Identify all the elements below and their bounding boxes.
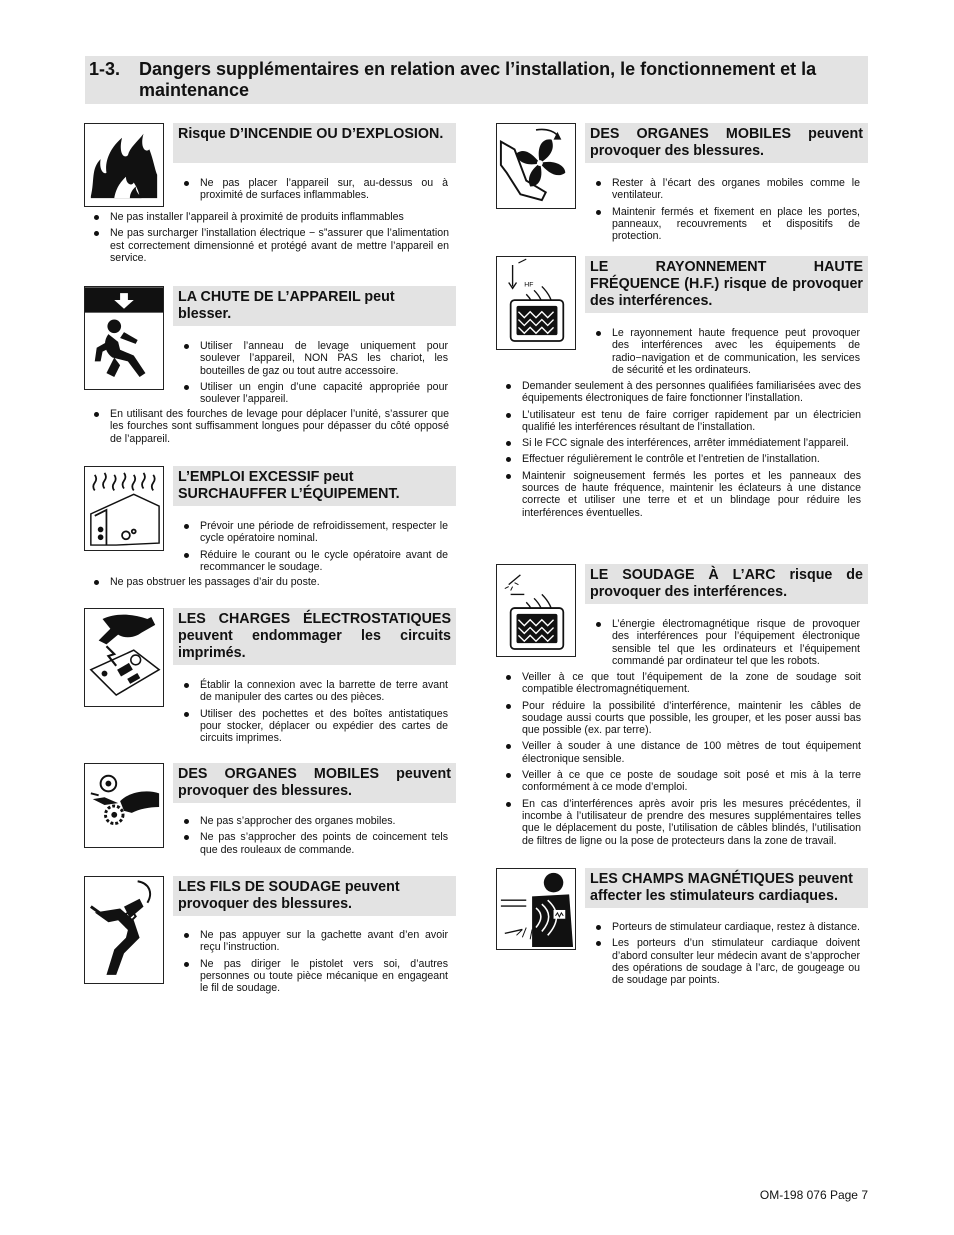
list-item: Ne pas appuyer sur la gachette avant d’en avoir reçu l’instruction.	[200, 929, 448, 954]
list-item: Veiller à ce que ce poste de soudage soit posé et mis à la terre conformément à ce mode d’emploi.	[522, 769, 861, 794]
hazard-heading: LES CHAMPS MAGNÉTIQUES peuvent affecter les stimulateurs cardiaques.	[585, 868, 868, 908]
hazard-heading: LES CHARGES ÉLECTROSTATIQUES peuvent endommager les circuits imprimés.	[173, 608, 456, 665]
hf-radiation-icon	[496, 256, 576, 350]
inner-list	[612, 327, 860, 380]
hf-label: HF	[524, 281, 534, 289]
list-item: Veiller à ce que tout l’équipement de la zone de soudage soit compatible électromagnétiquement.	[522, 671, 861, 696]
list-item: Utiliser un engin d’une capacité appropriée pour soulever l’appareil.	[200, 380, 448, 406]
list-item: Le rayonnement haute frequence peut provoquer des interférences avec les équipements de radio−navigation et de communication, les services de sécurité et les ordinateurs.	[612, 327, 860, 376]
list-item: Ne pas installer l’appareil à proximité de produits inflammables	[110, 211, 449, 223]
inner-list	[612, 177, 860, 246]
list-item: Utiliser l’anneau de levage uniquement pour soulever l’appareil, NON PAS les chariot, les bouteilles de gaz ou tout autre accessoire.	[200, 340, 448, 377]
hazard-heading: LE RAYONNEMENT HAUTE FRÉQUENCE (H.F.) risque de provoquer des interférences.	[585, 256, 868, 313]
inner-list	[612, 618, 860, 671]
outer-list	[110, 211, 449, 268]
hazard-heading: L’EMPLOI EXCESSIF peut SURCHAUFFER L’ÉQUIPEMENT.	[173, 466, 456, 506]
list-item: Porteurs de stimulateur cardiaque, restez à distance.	[612, 921, 860, 933]
overheating-icon	[84, 466, 164, 551]
list-item: Les porteurs d’un stimulateur cardiaque doivent d’abord consulter leur médecin avant de s’approcher des opérations de soudage à l’arc, de gougeage ou de soudage par points.	[612, 937, 860, 987]
list-item: Ne pas s’approcher des organes mobiles.	[200, 815, 448, 827]
falling-equipment-icon	[84, 286, 164, 390]
list-item: Utiliser des pochettes et des boîtes antistatiques pour stocker, déplacer ou expédier des cartes de circuits imprimes.	[200, 707, 448, 745]
outer-list	[110, 576, 449, 592]
inner-list	[200, 929, 448, 998]
list-item: Ne pas s’approcher des points de coincement tels que des rouleaux de commande.	[200, 831, 448, 856]
list-item: Veiller à souder à une distance de 100 mètres de tout équipement électronique sensible.	[522, 740, 861, 765]
outer-list	[522, 380, 861, 523]
list-item: Réduire le courant ou le cycle opératoire avant de recommancer le soudage.	[200, 548, 448, 573]
hazard-heading: LES FILS DE SOUDAGE peuvent provoquer des blessures.	[173, 876, 456, 916]
list-item: Ne pas obstruer les passages d’air du poste.	[110, 576, 449, 588]
list-item: Prévoir une période de refroidissement, respecter le cycle opératoire nominal.	[200, 520, 448, 545]
hazard-heading: LE SOUDAGE À L’ARC risque de provoquer des interférences.	[585, 564, 868, 604]
welding-wire-icon	[84, 876, 164, 984]
section-title-bar	[85, 56, 868, 104]
inner-list	[200, 340, 448, 409]
inner-list	[200, 177, 448, 206]
list-item: Pour réduire la possibilité d’interférence, maintenir les câbles de soudage aussi courts que possible, les grouper, et les poser aussi bas que possible (ex. par terre).	[522, 699, 861, 737]
list-item: Maintenir soigneusement fermés les portes et les panneaux des sources de haute fréquence, maintenir les éclateurs à une distance correcte et utiliser une terre et et un blindage pour réduire les interférences éventuelles.	[522, 469, 861, 519]
inner-list	[200, 520, 448, 577]
list-item: Ne pas surcharger l’installation électrique − s”assurer que l’alimentation est correctement dimensionné et protégé avant de mettre l’appareil en service.	[110, 227, 449, 264]
list-item: En cas d’interférences après avoir pris les mesures précédentes, il incombe à l’utilisateur de prendre des mesures supplémentaires telles que le déplacement du poste, l’utilisation de câbles blindés, l’utilisation de filtres de ligne ou la pose de protecteurs dans la zone de travail.	[522, 797, 861, 847]
list-item: Ne pas placer l’appareil sur, au-dessus ou à proximité de surfaces inflammables.	[200, 177, 448, 202]
inner-list	[200, 679, 448, 748]
section-title: Dangers supplémentaires en relation avec l’installation, le fonctionnement et la maintenance	[139, 59, 817, 100]
hazard-heading: DES ORGANES MOBILES peuvent provoquer des blessures.	[173, 763, 456, 803]
hazard-heading: LA CHUTE DE L’APPAREIL peut blesser.	[173, 286, 456, 326]
hazard-heading: Risque D’INCENDIE OU D’EXPLOSION.	[173, 123, 456, 163]
list-item: En utilisant des fourches de levage pour déplacer l’unité, s’assurer que les fourches sont suffisamment longues pour dépasser du côté opposé de l’appareil.	[110, 408, 449, 445]
list-item: Maintenir fermés et fixement en place les portes, panneaux, recouvrements et dispositifs de protection.	[612, 205, 860, 243]
list-item: Demander seulement à des personnes qualifiées familiarisées avec des équipements électroniques de faire fonctionner l’installation.	[522, 380, 861, 405]
outer-list	[522, 671, 861, 851]
list-item: Effectuer régulièrement le contrôle et l’entretien de l’installation.	[522, 453, 861, 465]
hazard-heading: DES ORGANES MOBILES peuvent provoquer des blessures.	[585, 123, 868, 163]
fan-icon	[496, 123, 576, 209]
static-discharge-icon	[84, 608, 164, 707]
section-number: 1-3.	[89, 59, 121, 79]
page-footer: OM-198 076 Page 7	[759, 1188, 868, 1202]
inner-list	[200, 815, 448, 860]
list-item: L’énergie électromagnétique risque de provoquer des interférences pour l’équipement électronique sensible tel que les ordinateurs et l’équipement commandé par ordinateur tel que les robots.	[612, 618, 860, 667]
moving-parts-icon	[84, 763, 164, 848]
fire-icon	[84, 123, 164, 207]
list-item: L’utilisateur est tenu de faire corriger rapidement par un électricien qualifié les interférences résultant de l’installation.	[522, 408, 861, 433]
pacemaker-icon	[496, 868, 576, 950]
arc-interference-icon	[496, 564, 576, 657]
list-item: Si le FCC signale des interférences, arrêter immédiatement l’appareil.	[522, 437, 861, 449]
list-item: Établir la connexion avec la barrette de terre avant de manipuler des cartes ou des pièces.	[200, 679, 448, 704]
list-item: Rester à l’écart des organes mobiles comme le ventilateur.	[612, 177, 860, 202]
list-item: Ne pas diriger le pistolet vers soi, d’autres personnes ou toute pièce mécanique en engageant le fil de soudage.	[200, 957, 448, 995]
outer-list	[110, 408, 449, 449]
inner-list	[612, 921, 860, 990]
